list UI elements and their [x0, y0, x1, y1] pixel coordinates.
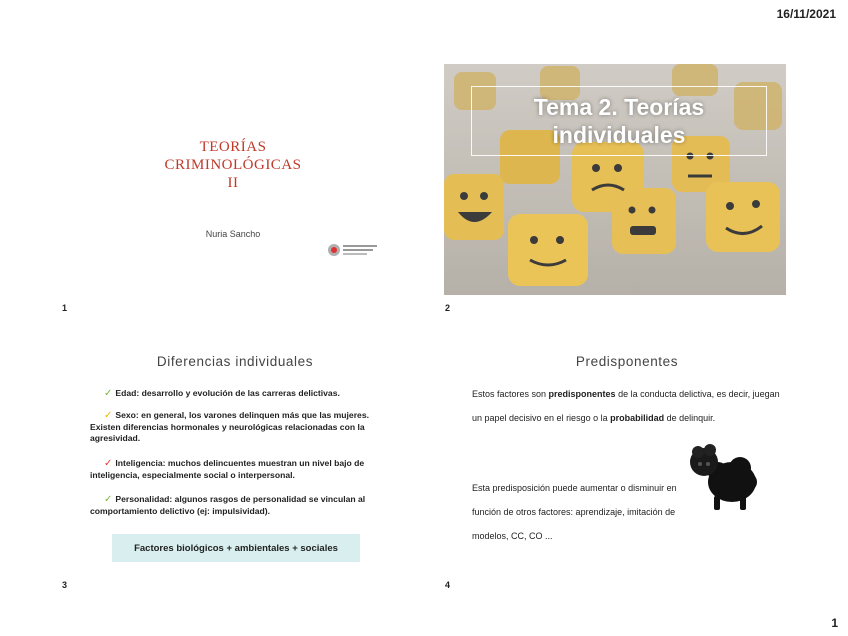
slide2-title-line: Tema 2. Teorías — [533, 94, 705, 120]
slide1-title-line: CRIMINOLÓGICAS — [164, 157, 302, 173]
summary-box: Factores biológicos + ambientales + sociales — [112, 534, 360, 562]
slide3-title: Diferencias individuales — [156, 354, 314, 369]
checkmark-icon: ✓ — [104, 388, 113, 399]
list-item-text: Personalidad: algunos rasgos de personalidad se vinculan al comportamiento delictivo (ej: impulsividad). — [90, 494, 366, 516]
checkmark-icon: ✓ — [104, 458, 113, 469]
list-item — [90, 410, 380, 445]
emphasis-text: probabilidad — [610, 413, 665, 423]
list-item — [90, 388, 394, 400]
slide1-title-line: II — [227, 175, 239, 191]
page-number: 1 — [831, 616, 838, 630]
list-item — [90, 494, 380, 517]
slide2-title-line: individuales — [552, 122, 686, 148]
list-item-text: Inteligencia: muchos delincuentes muestran un nivel bajo de inteligencia, especialmente social o interpersonal. — [90, 458, 365, 480]
slide4-title: Predisponentes — [575, 354, 679, 369]
slide-number: 2 — [445, 303, 451, 313]
checkmark-icon: ✓ — [104, 494, 113, 505]
slide1-author: Nuria Sancho — [205, 229, 261, 239]
emphasis-text: predisponentes — [548, 389, 616, 399]
slide2-title — [534, 93, 704, 149]
black-sheep-icon — [688, 438, 758, 512]
slide-number: 1 — [62, 303, 68, 313]
document-date: 16/11/2021 — [776, 7, 836, 21]
slide4-paragraph: Esta predisposición puede aumentar o disminuir en función de otros factores: aprendizaje, imitación de modelos, CC, CO ... — [472, 483, 677, 541]
slide-number: 3 — [62, 580, 68, 590]
university-logo — [327, 242, 379, 258]
slide4-paragraph: Estos factores son predisponentes de la conducta delictiva, es decir, juegan un papel decisivo en el riesgo o la probabilidad de delinquir. — [472, 389, 780, 423]
checkmark-icon: ✓ — [104, 410, 113, 421]
slide1-title — [140, 138, 326, 192]
list-item-text: Edad: desarrollo y evolución de las carreras delictivas. — [115, 388, 340, 398]
slide1-title-line: TEORÍAS — [199, 139, 267, 155]
slide2-title-frame — [471, 86, 767, 156]
list-item — [90, 458, 380, 481]
slide-number: 4 — [445, 580, 451, 590]
list-item-text: Sexo: en general, los varones delinquen más que las mujeres. Existen diferencias hormonales y neurológicas relacionadas con la agresividad. — [90, 410, 369, 443]
